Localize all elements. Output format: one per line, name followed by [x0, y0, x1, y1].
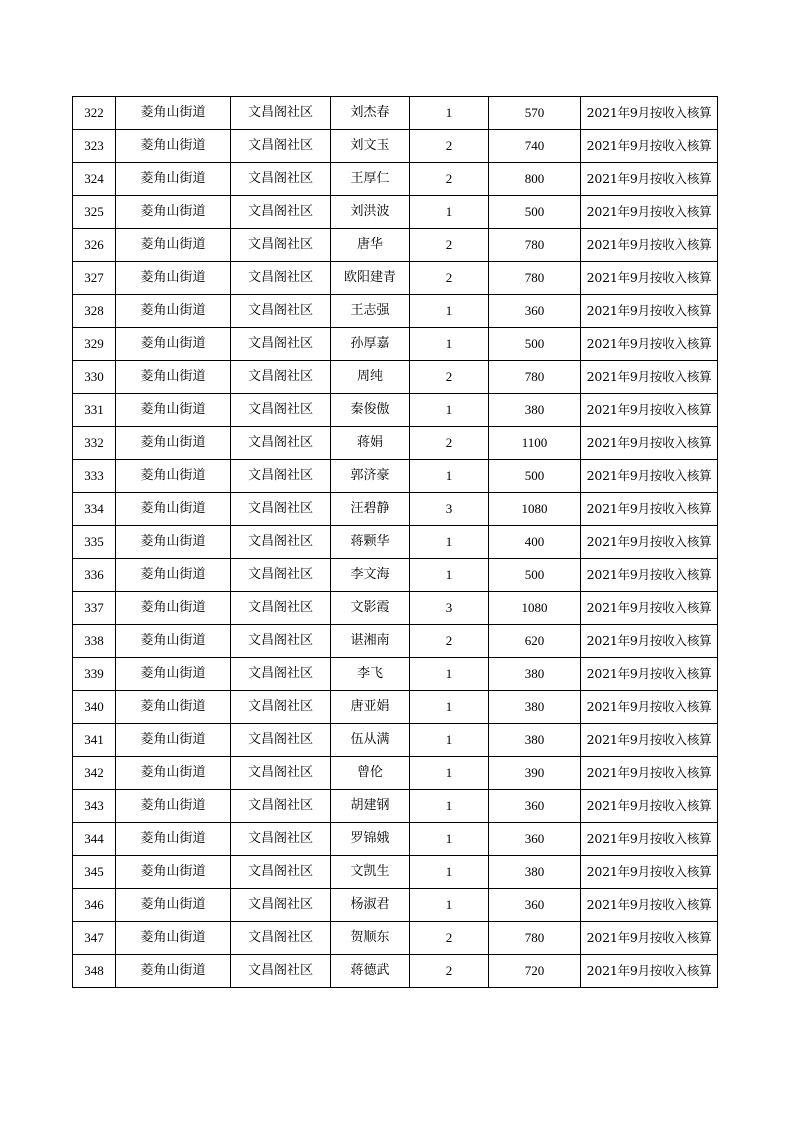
- table-row: [73, 790, 718, 823]
- street-cell: 菱角山街道: [116, 790, 231, 823]
- row-number-cell: 325: [73, 196, 116, 229]
- street-cell: 菱角山街道: [116, 955, 231, 988]
- community-cell: 文昌阁社区: [231, 724, 331, 757]
- table-row: [73, 658, 718, 691]
- row-number-cell: 343: [73, 790, 116, 823]
- amount-cell: 800: [489, 163, 581, 196]
- street-cell: 菱角山街道: [116, 361, 231, 394]
- street-cell: 菱角山街道: [116, 262, 231, 295]
- community-cell: 文昌阁社区: [231, 823, 331, 856]
- person-name-cell: 李文海: [331, 559, 410, 592]
- person-name-cell: 刘杰春: [331, 97, 410, 130]
- remark-cell: 2021年9月按收入核算: [581, 757, 718, 790]
- remark-cell: 2021年9月按收入核算: [581, 460, 718, 493]
- street-cell: 菱角山街道: [116, 163, 231, 196]
- remark-cell: 2021年9月按收入核算: [581, 427, 718, 460]
- street-cell: 菱角山街道: [116, 856, 231, 889]
- household-size-cell: 1: [410, 394, 489, 427]
- street-cell: 菱角山街道: [116, 889, 231, 922]
- community-cell: 文昌阁社区: [231, 130, 331, 163]
- table-row: [73, 163, 718, 196]
- person-name-cell: 曾伦: [331, 757, 410, 790]
- household-size-cell: 3: [410, 592, 489, 625]
- household-size-cell: 1: [410, 823, 489, 856]
- remark-cell: 2021年9月按收入核算: [581, 262, 718, 295]
- community-cell: 文昌阁社区: [231, 658, 331, 691]
- row-number-cell: 345: [73, 856, 116, 889]
- row-number-cell: 346: [73, 889, 116, 922]
- community-cell: 文昌阁社区: [231, 361, 331, 394]
- remark-cell: 2021年9月按收入核算: [581, 295, 718, 328]
- household-size-cell: 2: [410, 262, 489, 295]
- remark-cell: 2021年9月按收入核算: [581, 889, 718, 922]
- street-cell: 菱角山街道: [116, 526, 231, 559]
- household-size-cell: 1: [410, 295, 489, 328]
- person-name-cell: 汪碧静: [331, 493, 410, 526]
- person-name-cell: 刘文玉: [331, 130, 410, 163]
- person-name-cell: 唐华: [331, 229, 410, 262]
- remark-cell: 2021年9月按收入核算: [581, 163, 718, 196]
- row-number-cell: 342: [73, 757, 116, 790]
- community-cell: 文昌阁社区: [231, 196, 331, 229]
- person-name-cell: 杨淑君: [331, 889, 410, 922]
- community-cell: 文昌阁社区: [231, 163, 331, 196]
- person-name-cell: 胡建钢: [331, 790, 410, 823]
- household-size-cell: 1: [410, 559, 489, 592]
- street-cell: 菱角山街道: [116, 922, 231, 955]
- remark-cell: 2021年9月按收入核算: [581, 592, 718, 625]
- household-size-cell: 3: [410, 493, 489, 526]
- roster-table-body: [73, 97, 718, 988]
- row-number-cell: 323: [73, 130, 116, 163]
- household-size-cell: 2: [410, 427, 489, 460]
- row-number-cell: 344: [73, 823, 116, 856]
- amount-cell: 500: [489, 559, 581, 592]
- street-cell: 菱角山街道: [116, 460, 231, 493]
- street-cell: 菱角山街道: [116, 130, 231, 163]
- community-cell: 文昌阁社区: [231, 427, 331, 460]
- household-size-cell: 2: [410, 625, 489, 658]
- community-cell: 文昌阁社区: [231, 691, 331, 724]
- amount-cell: 360: [489, 823, 581, 856]
- table-row: [73, 691, 718, 724]
- community-cell: 文昌阁社区: [231, 328, 331, 361]
- table-row: [73, 922, 718, 955]
- amount-cell: 360: [489, 295, 581, 328]
- person-name-cell: 文影霞: [331, 592, 410, 625]
- street-cell: 菱角山街道: [116, 724, 231, 757]
- household-size-cell: 2: [410, 922, 489, 955]
- row-number-cell: 322: [73, 97, 116, 130]
- amount-cell: 380: [489, 691, 581, 724]
- household-size-cell: 2: [410, 361, 489, 394]
- street-cell: 菱角山街道: [116, 295, 231, 328]
- table-row: [73, 130, 718, 163]
- table-row: [73, 625, 718, 658]
- street-cell: 菱角山街道: [116, 196, 231, 229]
- table-row: [73, 493, 718, 526]
- remark-cell: 2021年9月按收入核算: [581, 526, 718, 559]
- remark-cell: 2021年9月按收入核算: [581, 196, 718, 229]
- person-name-cell: 周纯: [331, 361, 410, 394]
- person-name-cell: 文凯生: [331, 856, 410, 889]
- amount-cell: 400: [489, 526, 581, 559]
- row-number-cell: 332: [73, 427, 116, 460]
- community-cell: 文昌阁社区: [231, 295, 331, 328]
- person-name-cell: 伍从满: [331, 724, 410, 757]
- remark-cell: 2021年9月按收入核算: [581, 724, 718, 757]
- person-name-cell: 谌湘南: [331, 625, 410, 658]
- community-cell: 文昌阁社区: [231, 790, 331, 823]
- household-size-cell: 1: [410, 724, 489, 757]
- remark-cell: 2021年9月按收入核算: [581, 328, 718, 361]
- household-size-cell: 1: [410, 790, 489, 823]
- amount-cell: 360: [489, 790, 581, 823]
- person-name-cell: 孙厚嘉: [331, 328, 410, 361]
- table-row: [73, 823, 718, 856]
- household-size-cell: 1: [410, 856, 489, 889]
- table-row: [73, 526, 718, 559]
- amount-cell: 780: [489, 229, 581, 262]
- amount-cell: 500: [489, 196, 581, 229]
- amount-cell: 380: [489, 658, 581, 691]
- row-number-cell: 347: [73, 922, 116, 955]
- community-cell: 文昌阁社区: [231, 460, 331, 493]
- remark-cell: 2021年9月按收入核算: [581, 97, 718, 130]
- row-number-cell: 348: [73, 955, 116, 988]
- row-number-cell: 330: [73, 361, 116, 394]
- amount-cell: 390: [489, 757, 581, 790]
- community-cell: 文昌阁社区: [231, 757, 331, 790]
- household-size-cell: 1: [410, 526, 489, 559]
- row-number-cell: 328: [73, 295, 116, 328]
- community-cell: 文昌阁社区: [231, 955, 331, 988]
- amount-cell: 780: [489, 262, 581, 295]
- roster-table: [72, 96, 718, 988]
- community-cell: 文昌阁社区: [231, 856, 331, 889]
- amount-cell: 620: [489, 625, 581, 658]
- row-number-cell: 337: [73, 592, 116, 625]
- community-cell: 文昌阁社区: [231, 493, 331, 526]
- street-cell: 菱角山街道: [116, 757, 231, 790]
- community-cell: 文昌阁社区: [231, 97, 331, 130]
- amount-cell: 1080: [489, 493, 581, 526]
- row-number-cell: 331: [73, 394, 116, 427]
- row-number-cell: 333: [73, 460, 116, 493]
- person-name-cell: 李飞: [331, 658, 410, 691]
- table-row: [73, 328, 718, 361]
- table-row: [73, 97, 718, 130]
- community-cell: 文昌阁社区: [231, 922, 331, 955]
- row-number-cell: 335: [73, 526, 116, 559]
- community-cell: 文昌阁社区: [231, 625, 331, 658]
- table-row: [73, 196, 718, 229]
- street-cell: 菱角山街道: [116, 394, 231, 427]
- remark-cell: 2021年9月按收入核算: [581, 658, 718, 691]
- household-size-cell: 2: [410, 130, 489, 163]
- remark-cell: 2021年9月按收入核算: [581, 394, 718, 427]
- community-cell: 文昌阁社区: [231, 592, 331, 625]
- amount-cell: 570: [489, 97, 581, 130]
- remark-cell: 2021年9月按收入核算: [581, 790, 718, 823]
- street-cell: 菱角山街道: [116, 691, 231, 724]
- remark-cell: 2021年9月按收入核算: [581, 823, 718, 856]
- community-cell: 文昌阁社区: [231, 526, 331, 559]
- table-row: [73, 229, 718, 262]
- remark-cell: 2021年9月按收入核算: [581, 361, 718, 394]
- household-size-cell: 2: [410, 955, 489, 988]
- amount-cell: 1080: [489, 592, 581, 625]
- row-number-cell: 338: [73, 625, 116, 658]
- person-name-cell: 欧阳建青: [331, 262, 410, 295]
- street-cell: 菱角山街道: [116, 328, 231, 361]
- amount-cell: 720: [489, 955, 581, 988]
- table-row: [73, 559, 718, 592]
- street-cell: 菱角山街道: [116, 559, 231, 592]
- person-name-cell: 秦俊傲: [331, 394, 410, 427]
- table-row: [73, 724, 718, 757]
- row-number-cell: 324: [73, 163, 116, 196]
- table-row: [73, 856, 718, 889]
- person-name-cell: 贺顺东: [331, 922, 410, 955]
- remark-cell: 2021年9月按收入核算: [581, 559, 718, 592]
- street-cell: 菱角山街道: [116, 625, 231, 658]
- household-size-cell: 1: [410, 328, 489, 361]
- table-row: [73, 460, 718, 493]
- row-number-cell: 340: [73, 691, 116, 724]
- street-cell: 菱角山街道: [116, 97, 231, 130]
- amount-cell: 380: [489, 856, 581, 889]
- row-number-cell: 329: [73, 328, 116, 361]
- remark-cell: 2021年9月按收入核算: [581, 856, 718, 889]
- table-row: [73, 295, 718, 328]
- row-number-cell: 341: [73, 724, 116, 757]
- table-row: [73, 427, 718, 460]
- household-size-cell: 1: [410, 460, 489, 493]
- amount-cell: 780: [489, 922, 581, 955]
- person-name-cell: 王厚仁: [331, 163, 410, 196]
- amount-cell: 780: [489, 361, 581, 394]
- street-cell: 菱角山街道: [116, 592, 231, 625]
- amount-cell: 500: [489, 460, 581, 493]
- row-number-cell: 326: [73, 229, 116, 262]
- community-cell: 文昌阁社区: [231, 229, 331, 262]
- community-cell: 文昌阁社区: [231, 262, 331, 295]
- person-name-cell: 唐亚娟: [331, 691, 410, 724]
- street-cell: 菱角山街道: [116, 658, 231, 691]
- person-name-cell: 罗锦娥: [331, 823, 410, 856]
- household-size-cell: 1: [410, 889, 489, 922]
- amount-cell: 380: [489, 394, 581, 427]
- community-cell: 文昌阁社区: [231, 559, 331, 592]
- amount-cell: 500: [489, 328, 581, 361]
- amount-cell: 360: [489, 889, 581, 922]
- table-row: [73, 361, 718, 394]
- row-number-cell: 339: [73, 658, 116, 691]
- amount-cell: 1100: [489, 427, 581, 460]
- street-cell: 菱角山街道: [116, 229, 231, 262]
- row-number-cell: 327: [73, 262, 116, 295]
- person-name-cell: 王志强: [331, 295, 410, 328]
- person-name-cell: 郭济豪: [331, 460, 410, 493]
- street-cell: 菱角山街道: [116, 493, 231, 526]
- table-row: [73, 262, 718, 295]
- person-name-cell: 蒋德武: [331, 955, 410, 988]
- row-number-cell: 336: [73, 559, 116, 592]
- table-row: [73, 592, 718, 625]
- person-name-cell: 刘洪波: [331, 196, 410, 229]
- table-row: [73, 394, 718, 427]
- street-cell: 菱角山街道: [116, 823, 231, 856]
- row-number-cell: 334: [73, 493, 116, 526]
- table-row: [73, 955, 718, 988]
- table-row: [73, 889, 718, 922]
- household-size-cell: 1: [410, 97, 489, 130]
- remark-cell: 2021年9月按收入核算: [581, 922, 718, 955]
- amount-cell: 380: [489, 724, 581, 757]
- remark-cell: 2021年9月按收入核算: [581, 130, 718, 163]
- household-size-cell: 2: [410, 163, 489, 196]
- remark-cell: 2021年9月按收入核算: [581, 493, 718, 526]
- table-row: [73, 757, 718, 790]
- household-size-cell: 2: [410, 229, 489, 262]
- amount-cell: 740: [489, 130, 581, 163]
- person-name-cell: 蒋娟: [331, 427, 410, 460]
- remark-cell: 2021年9月按收入核算: [581, 691, 718, 724]
- household-size-cell: 1: [410, 691, 489, 724]
- street-cell: 菱角山街道: [116, 427, 231, 460]
- household-size-cell: 1: [410, 658, 489, 691]
- household-size-cell: 1: [410, 196, 489, 229]
- community-cell: 文昌阁社区: [231, 394, 331, 427]
- person-name-cell: 蒋颗华: [331, 526, 410, 559]
- household-size-cell: 1: [410, 757, 489, 790]
- community-cell: 文昌阁社区: [231, 889, 331, 922]
- remark-cell: 2021年9月按收入核算: [581, 955, 718, 988]
- remark-cell: 2021年9月按收入核算: [581, 229, 718, 262]
- remark-cell: 2021年9月按收入核算: [581, 625, 718, 658]
